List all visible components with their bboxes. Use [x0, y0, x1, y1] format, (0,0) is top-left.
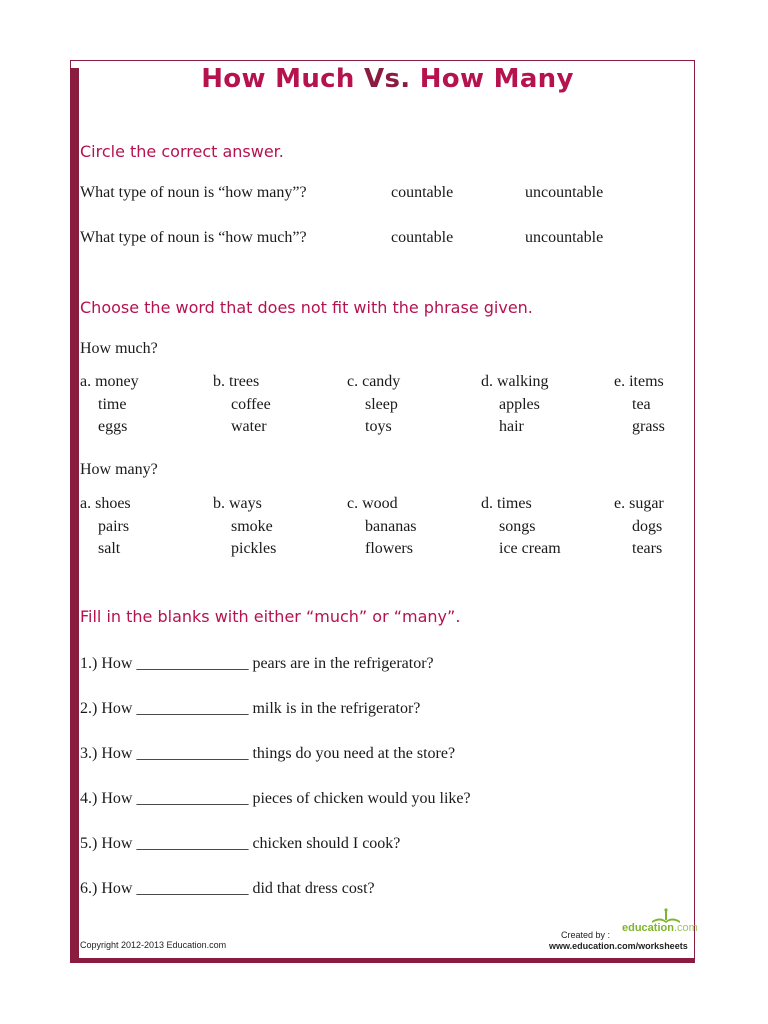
- title-part-2: How Many: [419, 64, 574, 94]
- logo-wordmark: [622, 922, 698, 934]
- choice-word[interactable]: a. shoes: [80, 495, 131, 512]
- page-spine-bar: [70, 68, 79, 963]
- choice-word[interactable]: b. ways: [213, 495, 262, 512]
- choice-column: [481, 493, 561, 561]
- choice-column: [481, 371, 549, 439]
- choice-column: [213, 371, 271, 439]
- choice-word[interactable]: c. candy: [347, 373, 401, 390]
- logo-word: education: [622, 922, 674, 934]
- choice-word[interactable]: c. wood: [347, 495, 398, 512]
- choice-word[interactable]: sleep: [365, 395, 398, 413]
- section-heading-choose: Choose the word that does not fit with the phrase given.: [80, 298, 533, 317]
- choice-word[interactable]: flowers: [365, 540, 413, 557]
- choice-word[interactable]: eggs: [98, 418, 128, 435]
- choice-word[interactable]: tears: [632, 540, 663, 557]
- choice-column: [80, 493, 131, 561]
- created-by-label: Created by :: [561, 930, 611, 940]
- title-part-1: How Much: [201, 64, 355, 94]
- choice-word[interactable]: a. money: [80, 373, 139, 390]
- choice-column: [213, 493, 276, 561]
- choice-word[interactable]: coffee: [231, 395, 271, 413]
- choice-word[interactable]: ice cream: [499, 540, 561, 557]
- question-text: What type of noun is “how much”?: [80, 229, 307, 246]
- section-heading-fill-in: Fill in the blanks with either “much” or “many”.: [80, 607, 461, 626]
- answer-option-uncountable[interactable]: uncountable: [525, 229, 604, 246]
- choice-word[interactable]: time: [98, 395, 127, 413]
- choice-column: [614, 493, 664, 561]
- choice-word[interactable]: hair: [499, 418, 524, 435]
- fill-in-item[interactable]: 2.) How ______________ milk is in the refrigerator?: [80, 700, 421, 717]
- choice-word[interactable]: b. trees: [213, 373, 260, 390]
- choice-word[interactable]: d. walking: [481, 373, 549, 390]
- choice-word[interactable]: pickles: [231, 540, 277, 557]
- choice-word[interactable]: e. sugar: [614, 495, 664, 512]
- choice-word[interactable]: grass: [632, 418, 665, 435]
- fill-in-item[interactable]: 3.) How ______________ things do you need at the store?: [80, 745, 456, 762]
- title-vs: Vs.: [364, 64, 411, 94]
- fill-in-item[interactable]: 4.) How ______________ pieces of chicken would you like?: [80, 790, 471, 807]
- choice-word[interactable]: toys: [365, 418, 392, 435]
- education-logo: [622, 908, 698, 942]
- answer-option-countable[interactable]: countable: [391, 229, 454, 246]
- copyright-text: Copyright 2012-2013 Education.com: [80, 940, 227, 950]
- question-text: What type of noun is “how many”?: [80, 184, 307, 201]
- group-label-how-many: How many?: [80, 461, 158, 478]
- fill-in-item[interactable]: 1.) How ______________ pears are in the refrigerator?: [80, 655, 434, 672]
- answer-option-countable[interactable]: countable: [391, 184, 454, 201]
- page-title: [80, 64, 695, 94]
- choice-column: [347, 493, 417, 561]
- page-bottom-bar: [70, 958, 695, 963]
- group-label-how-much: How much?: [80, 340, 158, 357]
- choice-word[interactable]: d. times: [481, 495, 532, 512]
- choice-word[interactable]: e. items: [614, 373, 664, 390]
- choice-column: [614, 371, 665, 439]
- choice-word[interactable]: water: [231, 418, 267, 435]
- choice-word[interactable]: pairs: [98, 517, 130, 535]
- answer-option-uncountable[interactable]: uncountable: [525, 184, 604, 201]
- choice-word[interactable]: apples: [499, 395, 540, 413]
- choice-word[interactable]: bananas: [365, 517, 417, 535]
- choice-column: [347, 371, 400, 439]
- choice-word[interactable]: dogs: [632, 517, 663, 535]
- worksheets-url[interactable]: www.education.com/worksheets: [549, 941, 688, 951]
- fill-in-item[interactable]: 6.) How ______________ did that dress cost?: [80, 880, 375, 897]
- choice-word[interactable]: songs: [499, 517, 536, 535]
- choice-word[interactable]: salt: [98, 540, 121, 557]
- logo-suffix: .com: [673, 922, 698, 934]
- choice-word[interactable]: tea: [632, 395, 651, 413]
- choice-column: [80, 371, 139, 439]
- choice-word[interactable]: smoke: [231, 517, 273, 535]
- fill-in-item[interactable]: 5.) How ______________ chicken should I cook?: [80, 835, 401, 852]
- section-heading-circle: Circle the correct answer.: [80, 142, 284, 161]
